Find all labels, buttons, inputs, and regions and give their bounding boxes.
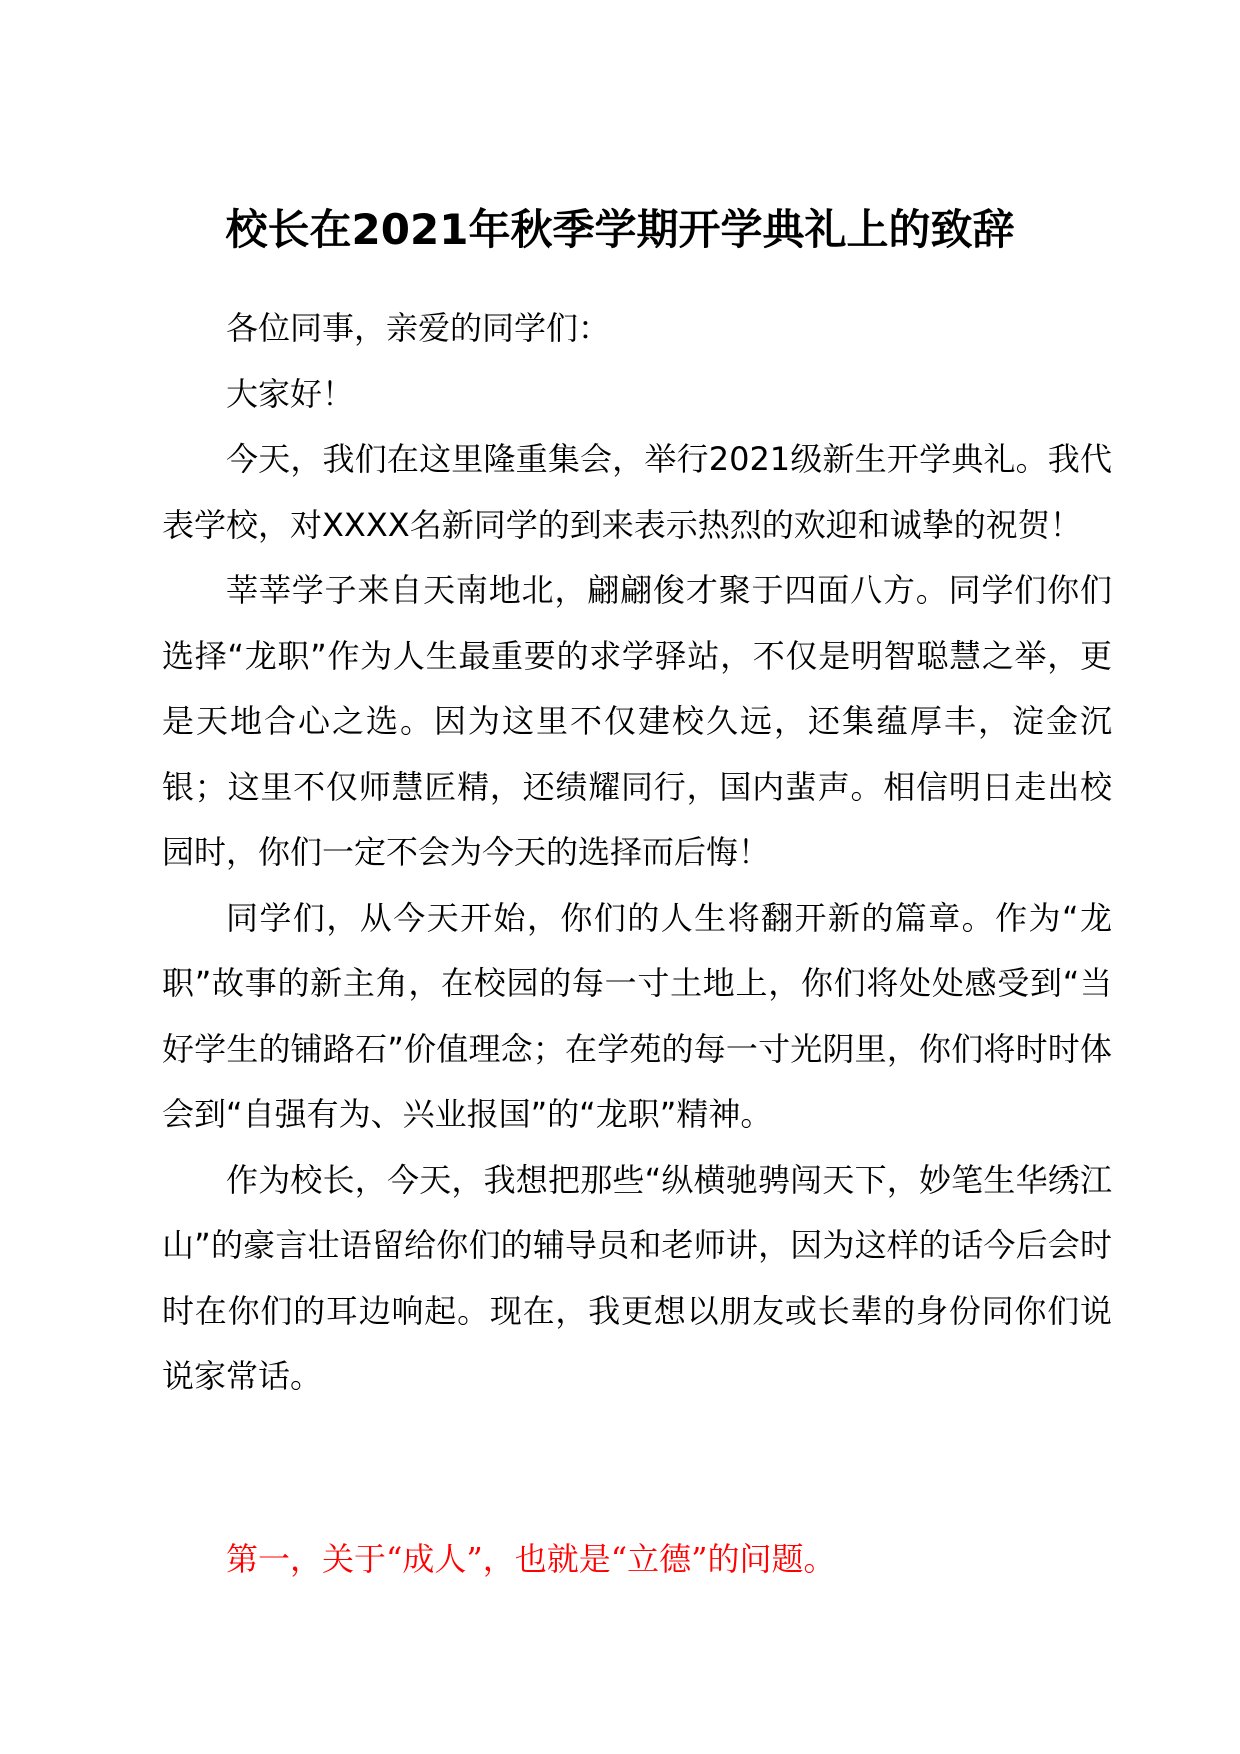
- paragraph-new-chapter: 同学们，从今天开始，你们的人生将翻开新的篇章。作为“龙职”故事的新主角，在校园的每一寸土地上，你们将处处感受到“当好学生的铺路石”价值理念；在学苑的每一寸光阴里，你们将时时体会到“自强有为、兴业报国”的“龙职”精神。: [162, 898, 1112, 1133]
- paragraph-principal: 作为校长，今天，我想把那些“纵横驰骋闯天下，妙笔生华绣江山”的豪言壮语留给你们的辅导员和老师讲，因为这样的话今后会时时在你们的耳边响起。现在，我更想以朋友或长辈的身份同你们说说家常话。: [162, 1160, 1112, 1395]
- document-title: 校长在2021年秋季学期开学典礼上的致辞: [225, 205, 1015, 254]
- greeting: 大家好！: [226, 374, 355, 413]
- paragraph-choice: 莘莘学子来自天南地北，翩翩俊才聚于四面八方。同学们你们选择“龙职”作为人生最重要的求学驿站，不仅是明智聪慧之举，更是天地合心之选。因为这里不仅建校久远，还集蕴厚丰，淀金沉银；这里不仅师慧匠精，还绩耀同行，国内蜚声。相信明日走出校园时，你们一定不会为今天的选择而后悔！: [162, 571, 1112, 871]
- section-heading: 第一，关于“成人”，也就是“立德”的问题。: [226, 1540, 836, 1578]
- document-body: [162, 296, 1112, 1410]
- salutation: 各位同事，亲爱的同学们：: [226, 309, 611, 347]
- paragraph-welcome: 今天，我们在这里隆重集会，举行2021级新生开学典礼。我代表学校，对XXXX名新同学的到来表示热烈的欢迎和诚挚的祝贺！: [162, 440, 1112, 544]
